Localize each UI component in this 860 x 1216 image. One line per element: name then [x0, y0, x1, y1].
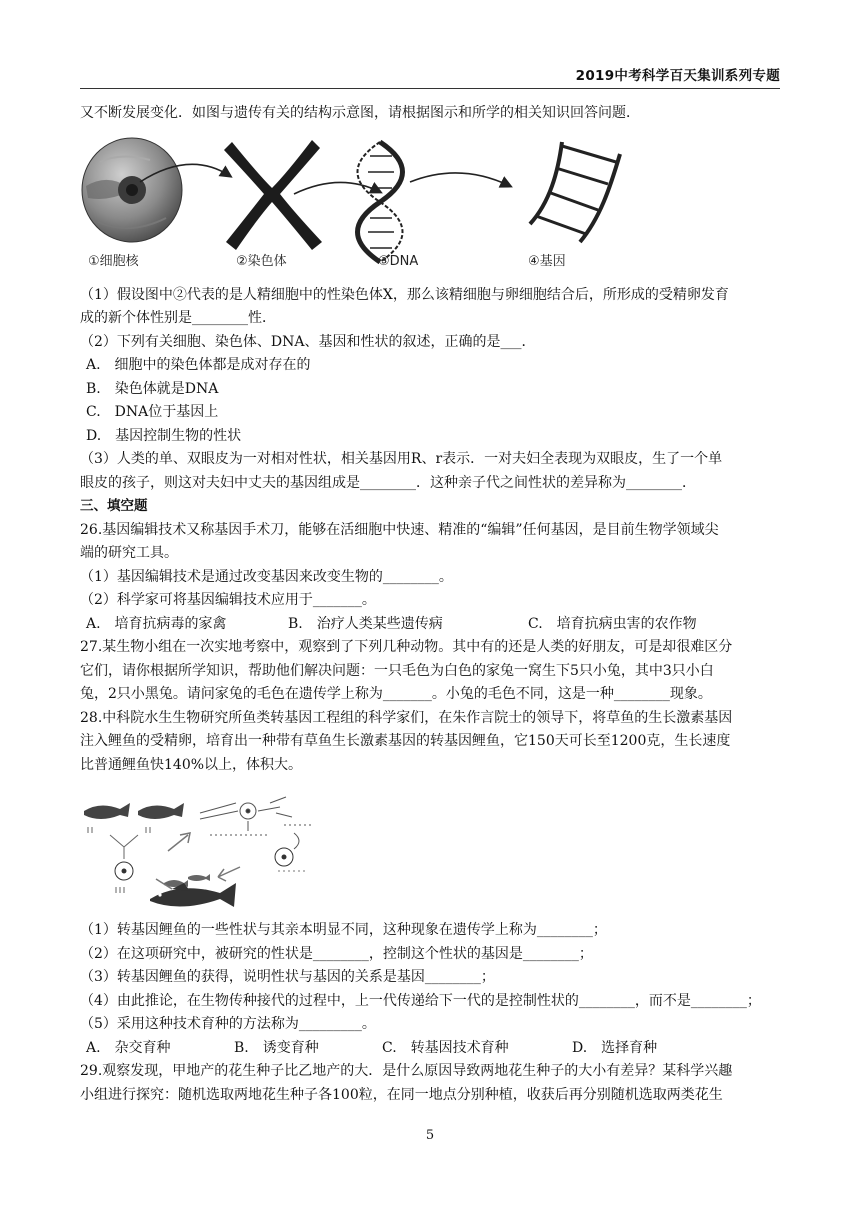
q28-option-d: D. 选择育种 — [572, 1039, 658, 1056]
q27-line2: 它们，请你根据所学知识，帮助他们解决问题：一只毛色为白色的家兔一窝生下5只小兔，其中3只小白 — [80, 662, 714, 679]
section-heading: 三、填空题 — [80, 498, 148, 514]
q27-line1: 27.某生物小组在一次实地考察中，观察到了下列几种动物。其中有的还是人类的好朋友，可是却很难区分 — [80, 639, 733, 655]
q28-part5: （5）采用这种技术育种的方法称为_________。 — [80, 1016, 376, 1032]
q29-line1: 29.观察发现，甲地产的花生种子比乙地产的大．是什么原因导致两地花生种子的大小有差异？某科学兴趣 — [80, 1063, 733, 1079]
q25-part1-line1: （1）假设图中②代表的是人精细胞中的性染色体X，那么该精细胞与卵细胞结合后，所形成的受精卵发育 — [80, 286, 729, 303]
q25-part3-line2: 眼皮的孩子，则这对夫妇中丈夫的基因组成是________．这种亲子代之间性状的差异称为________． — [80, 474, 696, 491]
transgenic-carp-illustration — [150, 883, 236, 907]
q27-line3: 兔，2只小黑兔。请问家兔的毛色在遗传学上称为_______。小兔的毛色不同，这是一种________现象。 — [80, 686, 712, 702]
q28-options — [80, 1037, 782, 1061]
transgenic-fish-drawing — [80, 795, 400, 915]
q25-part2: （2）下列有关细胞、染色体、DNA、基因和性状的叙述，正确的是___． — [80, 333, 536, 350]
page-number: 5 — [425, 1128, 435, 1143]
q26-option-a: A. 培育抗病毒的家禽 — [86, 615, 227, 632]
page-content — [80, 102, 782, 1107]
header-rule — [80, 88, 780, 89]
caption-gene: ④基因 — [528, 253, 566, 269]
genetics-figure — [80, 132, 782, 282]
q28-line2: 注入鲤鱼的受精卵，培育出一种带有草鱼生长激素基因的转基因鲤鱼，它150天可长至1200克，生长速度 — [80, 733, 731, 749]
q26-options — [80, 613, 782, 637]
q28-option-a: A. 杂交育种 — [86, 1039, 171, 1056]
q28-option-b: B. 诱变育种 — [234, 1039, 319, 1056]
q25-part3-line1: （3）人类的单、双眼皮为一对相对性状，相关基因用R、r表示．一对夫妇全表现为双眼皮，生了一个单 — [80, 451, 723, 467]
page-header: 2019中考科学百天集训系列专题 — [575, 68, 780, 84]
q28-option-c: C. 转基因技术育种 — [382, 1039, 509, 1056]
transgenic-fish-figure — [80, 795, 782, 915]
q26-option-c: C. 培育抗病虫害的农作物 — [528, 615, 697, 632]
q28-line3: 比普通鲤鱼快140%以上，体积大。 — [80, 756, 303, 773]
cell-nucleus-illustration — [82, 138, 182, 242]
q26-stem-line2: 端的研究工具。 — [80, 545, 178, 561]
q29-line2: 小组进行探究：随机选取两地花生种子各100粒，在同一地点分别种植，收获后再分别随机选取两类花生 — [80, 1086, 723, 1103]
q25-option-b: B. 染色体就是DNA — [86, 380, 219, 397]
gene-illustration — [530, 142, 620, 242]
q25-option-c: C. DNA位于基因上 — [86, 404, 219, 420]
q25-option-d: D. 基因控制生物的性状 — [86, 427, 242, 444]
q26-part1: （1）基因编辑技术是通过改变基因来改变生物的________。 — [80, 568, 453, 585]
dna-illustration — [358, 142, 403, 262]
parent-fish-illustration — [84, 803, 184, 819]
q26-stem-line1: 26.基因编辑技术又称基因手术刀，能够在活细胞中快速、精准的“编辑”任何基因，是目前生物学领域尖 — [80, 521, 719, 538]
chromosome-illustration — [224, 140, 322, 250]
q28-part1: （1）转基因鲤鱼的一些性状与其亲本明显不同，这种现象在遗传学上称为________； — [80, 922, 607, 938]
genetics-figure-drawing — [80, 132, 782, 282]
q28-part2: （2）在这项研究中，被研究的性状是________，控制这个性状的基因是________； — [80, 945, 593, 962]
q25-option-a: A. 细胞中的染色体都是成对存在的 — [86, 357, 311, 373]
q28-line1: 28.中科院水生生物研究所鱼类转基因工程组的科学家们，在朱作言院士的领导下，将草鱼的生长激素基因 — [80, 709, 733, 726]
q26-option-b: B. 治疗人类某些遗传病 — [288, 615, 443, 632]
intro-text: 又不断发展变化．如图与遗传有关的结构示意图，请根据图示和所学的相关知识回答问题． — [80, 105, 640, 121]
caption-dna: ③DNA — [378, 253, 419, 269]
caption-chromosome: ②染色体 — [236, 253, 287, 269]
q28-part3: （3）转基因鲤鱼的获得，说明性状与基因的关系是基因________； — [80, 969, 495, 985]
q28-part4: （4）由此推论，在生物传种接代的过程中，上一代传递给下一代的是控制性状的________，而不是________； — [80, 992, 761, 1009]
q26-part2: （2）科学家可将基因编辑技术应用于_______。 — [80, 592, 376, 608]
q25-part1-line2: 成的新个体性别是________性． — [80, 310, 276, 326]
caption-nucleus: ①细胞核 — [88, 253, 139, 269]
